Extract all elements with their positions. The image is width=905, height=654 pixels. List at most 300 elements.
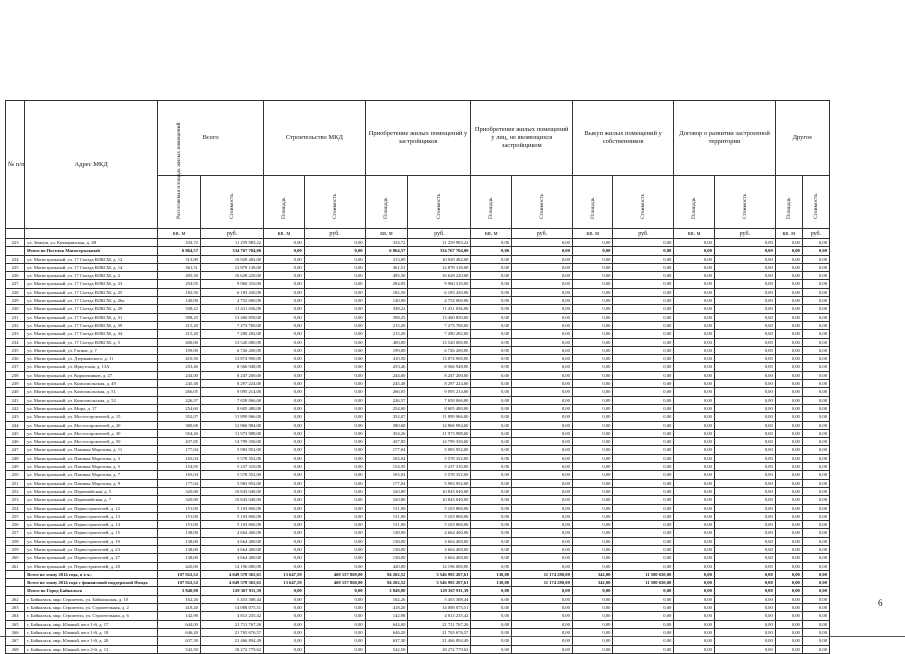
row-value: 0,00: [674, 637, 715, 645]
row-value: 177,04: [365, 446, 408, 454]
row-value: 151,00: [158, 521, 201, 529]
table-row: [6, 554, 830, 562]
row-value: 138,00: [365, 545, 408, 553]
row-value: 138,00: [158, 529, 201, 537]
row-value: 0,00: [775, 272, 802, 280]
row-value: 0,00: [775, 595, 802, 603]
row-value: 5 103 800,00: [200, 521, 263, 529]
table-row: [6, 512, 830, 520]
row-value: 0,00: [714, 529, 775, 537]
row-value: 13 520 000,00: [200, 338, 263, 346]
row-value: 0,00: [264, 338, 305, 346]
row-value: 0,00: [572, 595, 613, 603]
row-value: 11 431 036,00: [408, 305, 471, 313]
unit-cost: руб.: [408, 229, 471, 239]
row-number: 268: [6, 645, 25, 653]
subheader-area-label: Площадь: [691, 197, 698, 219]
row-value: 0,00: [304, 305, 365, 313]
row-value: 0,00: [775, 297, 802, 305]
row-value: 0,00: [775, 554, 802, 562]
row-value: 0,00: [714, 471, 775, 479]
row-value: 0,00: [304, 338, 365, 346]
table-row: [6, 280, 830, 288]
row-address: Всего по этапу 2014 года с финансовой поддержкой Фонда: [25, 579, 158, 587]
group-construction-header: Строительство МКД: [264, 101, 365, 176]
table-row: [6, 463, 830, 471]
row-value: 0,00: [802, 371, 829, 379]
row-value: 4 813 235,42: [200, 612, 263, 620]
row-value: 253,46: [365, 363, 408, 371]
row-value: 0,00: [775, 288, 802, 296]
row-value: 0,00: [304, 628, 365, 636]
row-value: 0,00: [572, 396, 613, 404]
subheader-cost: [512, 176, 573, 229]
row-value: 0,00: [264, 388, 305, 396]
row-value: 13 647,59: [264, 579, 305, 587]
row-value: 0,00: [775, 504, 802, 512]
table-row: [6, 587, 830, 595]
row-value: 0,00: [674, 404, 715, 412]
row-value: 245,48: [158, 380, 201, 388]
row-value: 0,00: [471, 239, 512, 247]
row-number: 229: [6, 297, 25, 305]
row-value: 0,00: [613, 239, 674, 247]
row-value: 154,95: [365, 463, 408, 471]
row-value: 0,00: [613, 471, 674, 479]
row-value: 0,00: [304, 380, 365, 388]
row-value: 138,00: [365, 529, 408, 537]
table-row: [6, 504, 830, 512]
row-address: ул. Магистральный, ул. Мостостроителей, д. 30: [25, 429, 158, 437]
row-value: 0,00: [714, 612, 775, 620]
row-value: 0,00: [775, 280, 802, 288]
row-value: 0,00: [304, 280, 365, 288]
row-value: 0,00: [613, 512, 674, 520]
row-value: 0,00: [613, 604, 674, 612]
row-value: 0,00: [572, 429, 613, 437]
row-value: 0,00: [775, 429, 802, 437]
row-value: 0,00: [674, 272, 715, 280]
row-value: 0,00: [802, 587, 829, 595]
row-value: 7 280 282,00: [200, 330, 263, 338]
row-value: 0,00: [471, 471, 512, 479]
row-value: 0,00: [572, 280, 613, 288]
subheader-cost: [613, 176, 674, 229]
table-row: [6, 321, 830, 329]
row-value: 0,00: [714, 413, 775, 421]
row-value: 0,00: [304, 404, 365, 412]
row-value: 0,00: [572, 297, 613, 305]
row-value: 0,00: [802, 330, 829, 338]
row-value: 14 799 330,00: [200, 438, 263, 446]
row-value: 8 247 200,00: [408, 371, 471, 379]
row-value: 0,00: [572, 371, 613, 379]
row-value: 0,00: [674, 554, 715, 562]
table-row: [6, 562, 830, 570]
row-value: 0,00: [613, 297, 674, 305]
table-row: [6, 371, 830, 379]
row-value: 13 460 850,00: [200, 313, 263, 321]
row-value: 0,00: [512, 620, 573, 628]
row-number: 256: [6, 521, 25, 529]
row-value: 0,00: [714, 570, 775, 578]
row-value: 12 866 984,00: [408, 421, 471, 429]
row-value: 542,50: [158, 645, 201, 653]
col-address-header: Адрес МКД: [25, 101, 158, 229]
row-value: 0,00: [775, 380, 802, 388]
row-value: 0,00: [512, 637, 573, 645]
row-value: 0,00: [714, 263, 775, 271]
row-value: 0,00: [572, 637, 613, 645]
row-address: ул. Магистральный, ул. Павлика Морозова, д. 11: [25, 446, 158, 454]
row-value: 0,00: [264, 496, 305, 504]
group-buyout-header: Выкуп жилых помещений у собственников: [572, 101, 673, 176]
row-number: 262: [6, 595, 25, 603]
row-value: 0,00: [304, 562, 365, 570]
row-value: 0,00: [714, 587, 775, 595]
row-value: 0,00: [802, 554, 829, 562]
row-address: ул. Магистральный, ул. 17 Съезда ВЛКСМ, д. 29: [25, 305, 158, 313]
row-value: 0,00: [775, 413, 802, 421]
row-value: 0,00: [775, 388, 802, 396]
row-value: 0,00: [572, 471, 613, 479]
row-value: 0,00: [613, 628, 674, 636]
row-value: 0,00: [714, 380, 775, 388]
row-value: 0,00: [572, 454, 613, 462]
row-value: 0,00: [572, 620, 613, 628]
row-value: 0,00: [714, 305, 775, 313]
row-number: 253: [6, 496, 25, 504]
row-value: 0,00: [674, 338, 715, 346]
row-value: 0,00: [775, 479, 802, 487]
row-value: 94 202,52: [365, 579, 408, 587]
row-value: 0,00: [572, 263, 613, 271]
row-value: 18 272 779,62: [408, 645, 471, 653]
row-value: 0,00: [471, 620, 512, 628]
row-value: 495,30: [158, 272, 201, 280]
row-value: 254,60: [158, 404, 201, 412]
row-value: 0,00: [304, 545, 365, 553]
row-value: 0,00: [613, 620, 674, 628]
row-value: 0,00: [512, 346, 573, 354]
row-value: 0,00: [512, 479, 573, 487]
row-value: 11 899 966,00: [200, 413, 263, 421]
row-value: 21 711 767,26: [200, 620, 263, 628]
row-value: 0,00: [714, 280, 775, 288]
row-number: 247: [6, 446, 25, 454]
row-value: 0,00: [802, 404, 829, 412]
row-value: 0,00: [714, 463, 775, 471]
row-address: ул. Магистральный, ул. 17 Съезда ВЛКСМ, д. 26а: [25, 297, 158, 305]
row-value: 0,00: [304, 321, 365, 329]
row-value: 0,00: [674, 363, 715, 371]
row-value: 0,00: [264, 263, 305, 271]
row-address: ул. Магистральный, ул. Первостроителей, д. 27: [25, 554, 158, 562]
row-number: 249: [6, 463, 25, 471]
row-value: 0,00: [304, 355, 365, 363]
row-value: 0,00: [304, 587, 365, 595]
row-value: 0,00: [802, 504, 829, 512]
row-value: 0,00: [775, 338, 802, 346]
row-value: 0,00: [512, 413, 573, 421]
row-value: 420,00: [158, 562, 201, 570]
row-value: 165,04: [365, 454, 408, 462]
row-number: 240: [6, 388, 25, 396]
row-value: 0,00: [572, 330, 613, 338]
unit-cost: руб.: [200, 229, 263, 239]
row-address: ул. Магистральный, ул. Мостостроителей, д. 50: [25, 438, 158, 446]
row-value: 3 840,80: [158, 587, 201, 595]
row-value: 0,00: [264, 587, 305, 595]
row-value: 0,00: [304, 529, 365, 537]
row-value: 0,00: [674, 529, 715, 537]
row-value: 0,00: [572, 305, 613, 313]
row-value: 0,00: [264, 645, 305, 653]
table-row: [6, 471, 830, 479]
row-value: 0,00: [802, 579, 829, 587]
row-value: 0,00: [512, 438, 573, 446]
row-value: 0,00: [714, 338, 775, 346]
row-value: 0,00: [572, 545, 613, 553]
table-row: [6, 380, 830, 388]
row-value: 0,00: [512, 338, 573, 346]
row-number: 243: [6, 413, 25, 421]
row-value: 0,00: [714, 330, 775, 338]
row-value: 0,00: [304, 504, 365, 512]
row-value: 0,00: [572, 321, 613, 329]
row-value: 0,00: [512, 512, 573, 520]
subheader-cost-label: Стоимость: [741, 193, 748, 219]
row-value: 0,00: [775, 637, 802, 645]
row-value: 0,00: [304, 496, 365, 504]
table-row: [6, 388, 830, 396]
row-value: 0,00: [613, 463, 674, 471]
row-value: 6 864,57: [365, 247, 408, 255]
row-value: 418,20: [365, 604, 408, 612]
row-value: 8 247 200,00: [200, 371, 263, 379]
row-value: 0,00: [674, 562, 715, 570]
row-value: 0,00: [264, 529, 305, 537]
row-value: 244,00: [365, 371, 408, 379]
row-value: 398,25: [158, 313, 201, 321]
row-value: 0,00: [802, 521, 829, 529]
row-value: 0,00: [304, 487, 365, 495]
row-value: 0,00: [572, 463, 613, 471]
row-value: 0,00: [613, 363, 674, 371]
row-value: 400,00: [365, 338, 408, 346]
row-number: 260: [6, 554, 25, 562]
row-value: 14 088 075,51: [408, 604, 471, 612]
row-value: 0,00: [674, 421, 715, 429]
row-value: 0,00: [775, 454, 802, 462]
row-value: 0,00: [613, 404, 674, 412]
row-value: 0,00: [572, 355, 613, 363]
row-value: 7 273 760,00: [408, 321, 471, 329]
row-value: 0,00: [802, 313, 829, 321]
row-value: 266,05: [158, 388, 201, 396]
scan-edge-line: [0, 636, 905, 637]
row-value: 0,00: [802, 263, 829, 271]
row-value: 495,30: [365, 272, 408, 280]
row-value: 0,00: [304, 479, 365, 487]
table-row: [6, 446, 830, 454]
table-row: [6, 496, 830, 504]
row-number: 259: [6, 545, 25, 553]
row-value: 4 664 400,00: [200, 529, 263, 537]
row-value: 0,00: [613, 263, 674, 271]
row-value: 0,00: [674, 263, 715, 271]
row-value: 0,00: [714, 421, 775, 429]
row-address: ул. Магистральный, ул. Павлика Морозова, д. 9: [25, 479, 158, 487]
row-value: 0,00: [512, 404, 573, 412]
row-value: 11 580 020,00: [613, 579, 674, 587]
row-number: 258: [6, 537, 25, 545]
unit-area: кв. м: [572, 229, 613, 239]
table-row: [6, 487, 830, 495]
row-value: 0,00: [304, 255, 365, 263]
subheader-cost-label: Стоимость: [331, 193, 338, 219]
row-value: 0,00: [674, 587, 715, 595]
row-value: 0,00: [802, 388, 829, 396]
subheader-cost-label: Стоимость: [812, 193, 819, 219]
row-value: 5 983 952,00: [200, 446, 263, 454]
row-value: 0,00: [471, 363, 512, 371]
row-address: ул. Магистральный, ул. 17 Съезда ВЛКСМ, д. 39: [25, 321, 158, 329]
row-value: 0,00: [304, 263, 365, 271]
row-value: 0,00: [264, 321, 305, 329]
row-value: 334 767 704,00: [408, 247, 471, 255]
row-value: 0,00: [674, 313, 715, 321]
unit-area: кв. м: [471, 229, 512, 239]
row-value: 0,00: [674, 645, 715, 653]
row-value: 0,00: [714, 604, 775, 612]
row-value: 0,00: [512, 355, 573, 363]
row-value: 0,00: [674, 429, 715, 437]
row-value: 0,00: [802, 413, 829, 421]
row-address: ул. Магистральный, ул. 17 Съезда ВЛКСМ, д. 14: [25, 263, 158, 271]
table-row: [6, 413, 830, 421]
row-value: 226,57: [158, 396, 201, 404]
row-value: 0,00: [572, 313, 613, 321]
subheader-area: [775, 176, 802, 229]
row-value: 177,04: [158, 479, 201, 487]
row-value: 0,00: [775, 463, 802, 471]
row-value: 0,00: [775, 305, 802, 313]
row-value: 177,04: [158, 446, 201, 454]
row-value: 10 843 040,00: [408, 496, 471, 504]
row-value: 154,95: [158, 463, 201, 471]
row-value: 637,30: [158, 637, 201, 645]
row-value: 130,00: [471, 570, 512, 578]
row-value: 10 929 482,00: [408, 255, 471, 263]
row-value: 0,00: [512, 587, 573, 595]
table-row: [6, 421, 830, 429]
row-value: 199,00: [365, 346, 408, 354]
row-value: 0,00: [512, 321, 573, 329]
row-value: 0,00: [674, 604, 715, 612]
row-value: 5 578 352,00: [200, 471, 263, 479]
row-value: 0,00: [471, 429, 512, 437]
row-number: 238: [6, 371, 25, 379]
row-value: 0,00: [802, 429, 829, 437]
row-value: 0,00: [674, 280, 715, 288]
row-value: 0,00: [512, 297, 573, 305]
row-value: 437,85: [158, 438, 201, 446]
row-value: 5 103 800,00: [200, 512, 263, 520]
row-value: 0,00: [471, 388, 512, 396]
row-value: 437,85: [365, 438, 408, 446]
row-value: 352,07: [158, 413, 201, 421]
row-value: 0,00: [714, 239, 775, 247]
row-value: 0,00: [714, 297, 775, 305]
row-address: ул. Магистральный, ул. Павлика Морозова, д. 7: [25, 471, 158, 479]
row-value: 13 874 900,00: [200, 355, 263, 363]
row-value: 338,22: [158, 305, 201, 313]
row-value: 0,00: [802, 272, 829, 280]
row-value: 3 546 995 207,61: [408, 570, 471, 578]
row-address: ул. Магистральный, ул. Павлика Морозова, д. 5: [25, 463, 158, 471]
row-value: 142,98: [158, 612, 201, 620]
row-value: 0,00: [714, 637, 775, 645]
row-value: 138,00: [158, 537, 201, 545]
row-number: 232: [6, 321, 25, 329]
row-value: 3 840,80: [365, 587, 408, 595]
row-value: 4 049 578 365,61: [200, 579, 263, 587]
row-value: 0,00: [775, 620, 802, 628]
row-value: 0,00: [802, 255, 829, 263]
row-value: 0,00: [775, 604, 802, 612]
row-value: 0,00: [471, 521, 512, 529]
row-value: 0,00: [264, 595, 305, 603]
row-value: 226,57: [365, 396, 408, 404]
row-value: 151,00: [365, 521, 408, 529]
row-value: 151,00: [365, 512, 408, 520]
row-value: 338,22: [365, 305, 408, 313]
row-value: 0,00: [471, 512, 512, 520]
row-value: 0,00: [572, 438, 613, 446]
row-value: 0,00: [674, 579, 715, 587]
row-value: 0,00: [613, 272, 674, 280]
subheader-area-label: Площадь: [589, 197, 596, 219]
table-row: [6, 479, 830, 487]
row-number: 264: [6, 612, 25, 620]
row-value: 0,00: [471, 612, 512, 620]
row-value: 342,00: [572, 579, 613, 587]
row-value: 151,00: [365, 504, 408, 512]
row-value: 0,00: [512, 330, 573, 338]
row-value: 0,00: [471, 446, 512, 454]
row-value: 0,00: [512, 380, 573, 388]
row-value: 0,00: [572, 504, 613, 512]
unit-row: [6, 229, 830, 239]
row-value: 0,00: [714, 554, 775, 562]
row-value: 182,50: [365, 288, 408, 296]
row-value: 0,00: [264, 255, 305, 263]
row-value: 11 174 280,00: [512, 579, 573, 587]
row-value: 0,00: [674, 396, 715, 404]
row-value: 646,20: [158, 628, 201, 636]
row-value: 0,00: [802, 463, 829, 471]
row-address: г. Байкальск, мкр. Строитель, ул. Строительная, д. 6: [25, 612, 158, 620]
row-value: 12 878 138,00: [200, 263, 263, 271]
row-value: 5 103 800,00: [408, 512, 471, 520]
row-value: 0,00: [304, 239, 365, 247]
row-value: 410,50: [365, 355, 408, 363]
row-value: 0,00: [264, 471, 305, 479]
subheader-cost: [714, 176, 775, 229]
row-number: 227: [6, 280, 25, 288]
row-value: 0,00: [512, 446, 573, 454]
